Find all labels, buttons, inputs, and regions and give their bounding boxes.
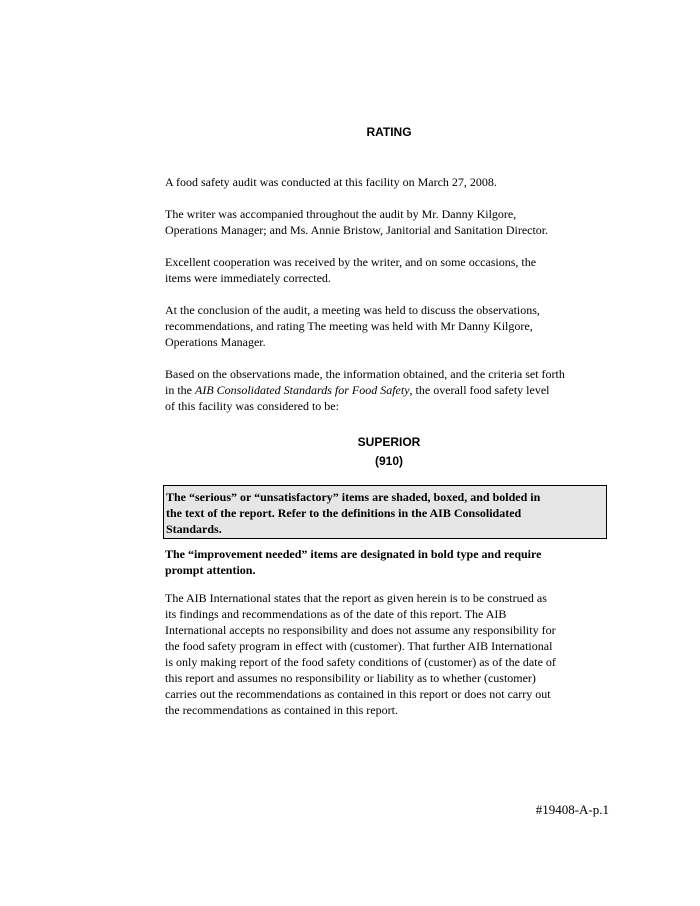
paragraph-line: items were immediately corrected.	[165, 271, 331, 285]
notice-line: the text of the report. Refer to the definitions in the AIB Consolidated	[166, 506, 522, 520]
paragraph-line	[165, 382, 565, 398]
paragraph-line: carries out the recommendations as contained in this report or does not carry out	[165, 687, 551, 701]
paragraph-line: A food safety audit was conducted at this facility on March 27, 2008.	[165, 175, 497, 189]
rating-score: (910)	[374, 454, 403, 468]
paragraph-line: The writer was accompanied throughout the audit by Mr. Danny Kilgore,	[165, 207, 517, 221]
paragraph-line: Operations Manager.	[165, 335, 266, 349]
disclaimer-paragraph	[165, 590, 556, 718]
paragraph-line: the recommendations as contained in this report.	[165, 703, 398, 717]
basis-suffix: , the overall food safety level	[409, 383, 550, 397]
paragraph-line: recommendations, and rating The meeting was held with Mr Danny Kilgore,	[165, 319, 533, 333]
paragraph-line: of this facility was considered to be:	[165, 399, 339, 413]
paragraph-line: the food safety program in effect with (customer). That further AIB International	[165, 639, 553, 653]
meeting-paragraph	[165, 302, 540, 350]
cooperation-paragraph	[165, 254, 536, 286]
note-line: The “improvement needed” items are designated in bold type and require	[165, 547, 542, 561]
improvement-needed-note	[165, 546, 541, 578]
paragraph-line: Excellent cooperation was received by the writer, and on some occasions, the	[165, 255, 537, 269]
basis-prefix: in the	[165, 383, 195, 397]
notice-line: Standards.	[166, 522, 222, 536]
audit-date-paragraph	[165, 174, 497, 190]
paragraph-line: this report and assumes no responsibility or liability as to whether (customer)	[165, 671, 536, 685]
paragraph-line: Based on the observations made, the information obtained, and the criteria set forth	[165, 367, 565, 381]
accompanied-paragraph	[165, 206, 548, 238]
rating-level: SUPERIOR	[357, 435, 421, 449]
serious-items-notice-box	[163, 485, 607, 539]
paragraph-line: is only making report of the food safety conditions of (customer) as of the date of	[165, 655, 556, 669]
notice-line: The “serious” or “unsatisfactory” items are shaded, boxed, and bolded in	[166, 490, 541, 504]
paragraph-line: The AIB International states that the report as given herein is to be construed as	[165, 591, 547, 605]
basis-paragraph	[165, 366, 565, 414]
standards-title: AIB Consolidated Standards for Food Safety	[195, 383, 410, 397]
page-title: RATING	[366, 125, 412, 139]
paragraph-line: At the conclusion of the audit, a meeting was held to discuss the observations,	[165, 303, 540, 317]
page-reference: #19408-A-p.1	[535, 802, 609, 817]
paragraph-line: Operations Manager; and Ms. Annie Bristow, Janitorial and Sanitation Director.	[165, 223, 549, 237]
paragraph-line: International accepts no responsibility and does not assume any responsibility for	[165, 623, 556, 637]
note-line: prompt attention.	[165, 563, 256, 577]
paragraph-line: its findings and recommendations as of the date of this report. The AIB	[165, 607, 507, 621]
